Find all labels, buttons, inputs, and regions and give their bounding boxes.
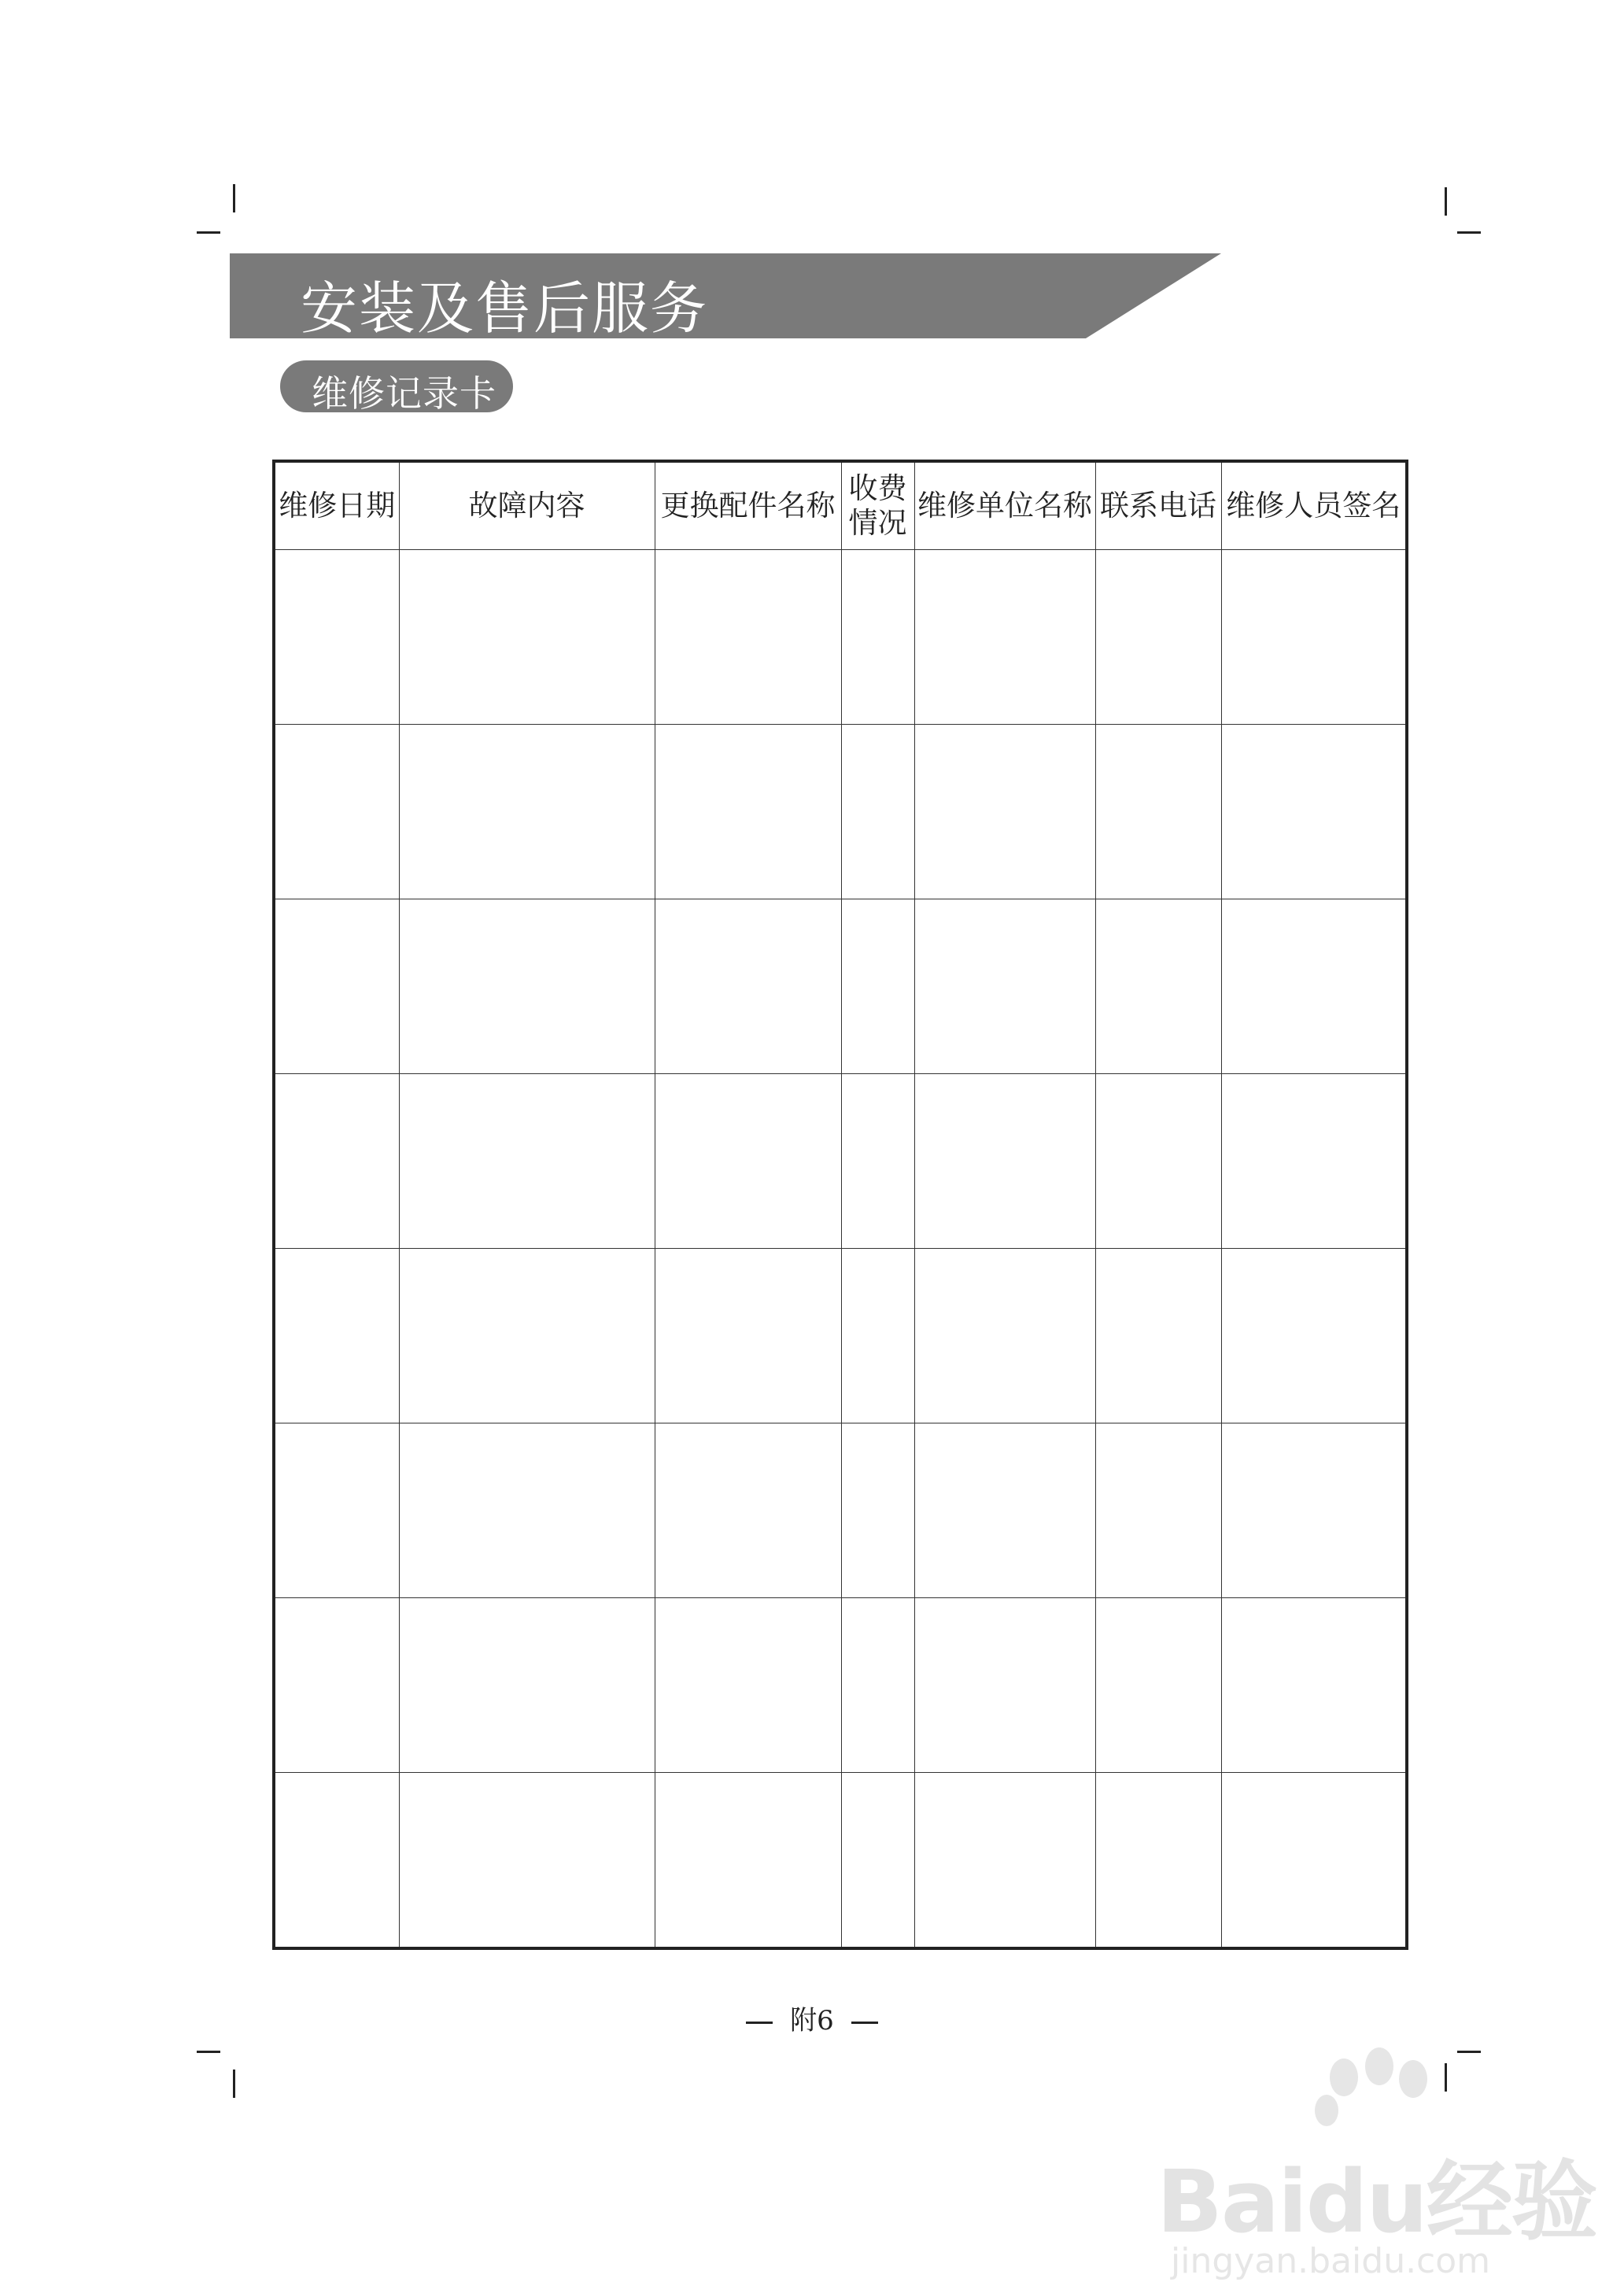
table-cell [274, 550, 399, 725]
table-cell [274, 1598, 399, 1773]
table-cell [274, 1423, 399, 1598]
fee-header-line-1: 收费 [848, 471, 907, 505]
subtitle-text: 维修记录卡 [312, 372, 496, 415]
table-row [274, 1074, 1407, 1249]
table-cell [1095, 1773, 1221, 1949]
watermark-brand: Baidu经验 [1157, 2151, 1596, 2252]
table-row [274, 1423, 1407, 1598]
footer-dash-left [746, 2022, 773, 2024]
table-cell [1095, 899, 1221, 1074]
table-cell [655, 1074, 841, 1249]
table-cell [914, 899, 1095, 1074]
footer-dash-right [851, 2022, 878, 2024]
table-cell [1221, 550, 1407, 725]
table-cell [1221, 1074, 1407, 1249]
table-cell [914, 1598, 1095, 1773]
table-cell [914, 725, 1095, 899]
subtitle-badge [280, 360, 513, 415]
page-number: 附6 [790, 2005, 834, 2036]
table-cell [399, 1773, 655, 1949]
table-cell [274, 899, 399, 1074]
table-cell [1221, 1773, 1407, 1949]
table-row [274, 1249, 1407, 1423]
table-cell [1221, 725, 1407, 899]
table-cell [655, 550, 841, 725]
table-header-row [274, 461, 1407, 550]
table-cell [841, 1598, 914, 1773]
table-cell [914, 1074, 1095, 1249]
table-cell [1095, 550, 1221, 725]
crop-mark [197, 2051, 220, 2053]
column-header-parts: 更换配件名称 [655, 461, 841, 550]
table-cell [914, 550, 1095, 725]
table-cell [399, 550, 655, 725]
table-row [274, 1598, 1407, 1773]
watermark-url: jingyan.baidu.com [1171, 2241, 1491, 2281]
repair-record-table [272, 460, 1408, 1950]
table-cell [1095, 1598, 1221, 1773]
table-cell [841, 1249, 914, 1423]
table-cell [655, 899, 841, 1074]
table-cell [399, 725, 655, 899]
table-cell [841, 725, 914, 899]
table-cell [1095, 1423, 1221, 1598]
table-cell [399, 1598, 655, 1773]
table-cell [655, 1249, 841, 1423]
table-cell [274, 1074, 399, 1249]
table-cell [655, 725, 841, 899]
crop-mark [1445, 187, 1447, 216]
table-cell [841, 899, 914, 1074]
table-row [274, 1773, 1407, 1949]
table-cell [841, 1423, 914, 1598]
table-cell [655, 1423, 841, 1598]
table-cell [841, 1074, 914, 1249]
table-cell [1095, 1249, 1221, 1423]
crop-mark [233, 2070, 235, 2098]
column-header-fault: 故障内容 [399, 461, 655, 550]
table-cell [914, 1423, 1095, 1598]
table-cell [1221, 1423, 1407, 1598]
table-cell [274, 725, 399, 899]
crop-mark [197, 231, 220, 234]
table-cell [399, 1074, 655, 1249]
column-header-phone: 联系电话 [1095, 461, 1221, 550]
table-cell [914, 1773, 1095, 1949]
table-cell [274, 1773, 399, 1949]
table-cell [841, 1773, 914, 1949]
table-cell [399, 899, 655, 1074]
table-cell [1095, 1074, 1221, 1249]
table-cell [655, 1598, 841, 1773]
page-footer [0, 1999, 1624, 2037]
column-header-repair-unit: 维修单位名称 [914, 461, 1095, 550]
table-cell [841, 550, 914, 725]
table-cell [1221, 1249, 1407, 1423]
section-banner [230, 253, 1221, 342]
table-cell [914, 1249, 1095, 1423]
table-cell [1221, 1598, 1407, 1773]
column-header-signature: 维修人员签名 [1221, 461, 1407, 550]
fee-header-line-2: 情况 [848, 506, 907, 540]
table-cell [399, 1423, 655, 1598]
table-row [274, 899, 1407, 1074]
column-header-fee [841, 461, 914, 550]
page-title: 安装及售后服务 [301, 275, 709, 342]
table-cell [1095, 725, 1221, 899]
table-cell [655, 1773, 841, 1949]
table-row [274, 725, 1407, 899]
crop-mark [233, 184, 235, 212]
table-cell [1221, 899, 1407, 1074]
table-body [274, 550, 1407, 1949]
table-cell [274, 1249, 399, 1423]
table-cell [399, 1249, 655, 1423]
crop-mark [1457, 231, 1481, 234]
baidu-watermark [1157, 2046, 1613, 2282]
table-row [274, 550, 1407, 725]
column-header-date: 维修日期 [274, 461, 399, 550]
